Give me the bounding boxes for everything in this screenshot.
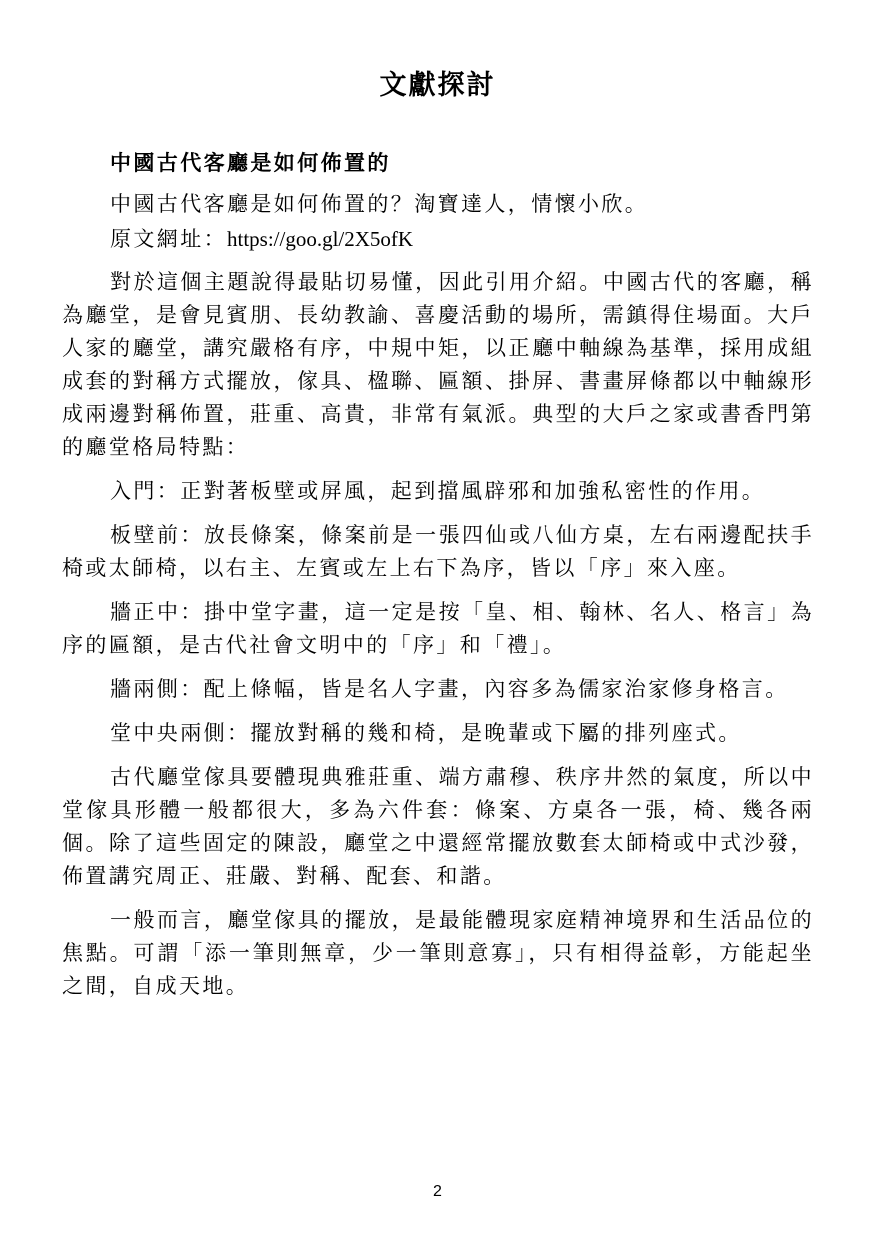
page-title: 文獻探討 bbox=[379, 70, 496, 101]
section-heading: 中國古代客廳是如何佈置的 bbox=[110, 150, 391, 175]
source-citation: 中國古代客廳是如何佈置的？淘寶達人，情懷小欣。 bbox=[110, 192, 649, 216]
source-url-line bbox=[62, 223, 814, 256]
paragraph-furniture: 古代廳堂傢具要體現典雅莊重、端方肅穆、秩序井然的氣度，所以中堂傢具形體一般都很大，多為六件套：條案、方桌各一張，椅、幾各兩個。除了這些固定的陳設，廳堂之中還經常擺放數套太師椅或中式沙發，佈置講究周正、莊嚴、對稱、配套、和諧。 bbox=[62, 765, 814, 888]
paragraph-intro: 對於這個主題說得最貼切易懂，因此引用介紹。中國古代的客廳，稱為廳堂，是會見賓朋、長幼教諭、喜慶活動的場所，需鎮得住場面。大戶人家的廳堂，講究嚴格有序，中規中矩，以正廳中軸線為基準，採用成組成套的對稱方式擺放，傢具、楹聯、匾額、掛屏、書畫屏條都以中軸線形成兩邊對稱佈置，莊重、高貴，非常有氣派。典型的大戶之家或書香門第的廳堂格局特點： bbox=[62, 270, 814, 459]
source-url-label: 原文網址： bbox=[110, 227, 227, 251]
source-url-link[interactable]: https://goo.gl/2X5ofK bbox=[227, 227, 414, 251]
document-body bbox=[62, 146, 814, 1003]
paragraph-hall-center: 堂中央兩側：擺放對稱的幾和椅，是晚輩或下屬的排列座式。 bbox=[110, 721, 742, 745]
paragraph-conclusion: 一般而言，廳堂傢具的擺放，是最能體現家庭精神境界和生活品位的焦點。可謂「添一筆則無章，少一筆則意寡」，只有相得益彰，方能起坐之間，自成天地。 bbox=[62, 908, 814, 998]
paragraph-entrance: 入門：正對著板壁或屏風，起到擋風辟邪和加強私密性的作用。 bbox=[110, 479, 766, 503]
paragraph-wall-sides: 牆兩側：配上條幅，皆是名人字畫，內容多為儒家治家修身格言。 bbox=[110, 677, 789, 701]
paragraph-wall-center: 牆正中：掛中堂字畫，這一定是按「皇、相、翰林、名人、格言」為序的匾額，是古代社會文明中的「序」和「禮」。 bbox=[62, 600, 814, 657]
paragraph-partition-front: 板壁前：放長條案，條案前是一張四仙或八仙方桌，左右兩邊配扶手椅或太師椅，以右主、左賓或左上右下為序，皆以「序」來入座。 bbox=[62, 523, 814, 580]
page-number: 2 bbox=[433, 1183, 442, 1200]
